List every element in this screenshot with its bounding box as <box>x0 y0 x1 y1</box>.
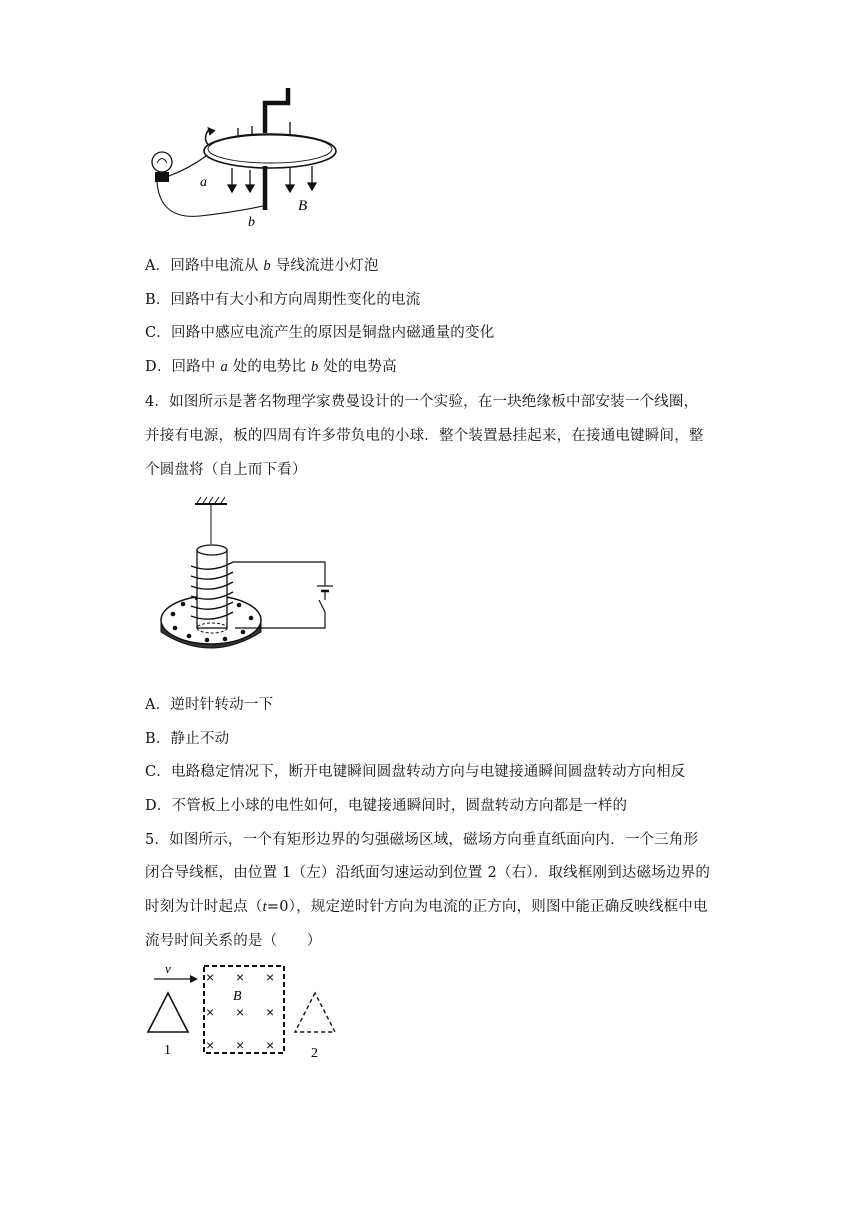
svg-text:×: × <box>236 969 245 985</box>
label-b: b <box>248 215 255 230</box>
q4-option-b: B．静止不动 <box>145 731 230 747</box>
svg-text:×: × <box>266 969 275 985</box>
q4-stem-line-2: 并接有电源，板的四周有许多带负电的小球．整个装置悬挂起来，在接通电键瞬间，整 <box>145 428 704 444</box>
triangle-field-figure <box>140 960 365 1060</box>
label-a: a <box>200 175 207 190</box>
q4-option-c: C．电路稳定情况下，断开电键瞬间圆盘转动方向与电键接通瞬间圆盘转动方向相反 <box>145 764 686 780</box>
feynman-disc-figure <box>155 492 340 672</box>
q5-stem-line-1: 5．如图所示，一个有矩形边界的匀强磁场区域，磁场方向垂直纸面向内．一个三角形 <box>145 832 699 848</box>
q5-stem-line-3: 时刻为计时起点（t=0），规定逆时针方向为电流的正方向，则图中能正确反映线框中电 <box>145 899 708 915</box>
faraday-disc-figure <box>140 88 355 238</box>
svg-text:×: × <box>206 1037 215 1053</box>
svg-text:×: × <box>266 1037 275 1053</box>
q5-stem-line-4: 流号时间关系的是（ ） <box>145 933 322 949</box>
svg-text:×: × <box>206 969 215 985</box>
q3-option-c: C．回路中感应电流产生的原因是铜盘内磁通量的变化 <box>145 325 495 341</box>
q4-option-a: A．逆时针转动一下 <box>145 697 274 713</box>
label-position-1: 1 <box>164 1043 171 1058</box>
svg-text:×: × <box>236 1004 245 1020</box>
label-B-field: B <box>298 198 308 214</box>
label-v: v <box>165 961 171 976</box>
label-B-field-2: B <box>233 989 242 1004</box>
q4-option-d: D．不管板上小球的电性如何，电键接通瞬间时，圆盘转动方向都是一样的 <box>145 798 628 814</box>
svg-text:×: × <box>236 1037 245 1053</box>
label-position-2: 2 <box>311 1046 318 1060</box>
q3-option-a: A．回路中电流从 b 导线流进小灯泡 <box>145 258 379 274</box>
svg-text:×: × <box>266 1004 275 1020</box>
q4-stem-line-1: 4．如图所示是著名物理学家费曼设计的一个实验，在一块绝缘板中部安装一个线圈， <box>145 394 699 410</box>
q3-option-b: B．回路中有大小和方向周期性变化的电流 <box>145 292 421 308</box>
q4-stem-line-3: 个圆盘将（自上而下看） <box>145 462 307 478</box>
q5-stem-line-2: 闭合导线框，由位置 1（左）沿纸面匀速运动到位置 2（右）．取线框刚到达磁场边界的 <box>145 865 711 881</box>
q3-option-d: D．回路中 a 处的电势比 b 处的电势高 <box>145 359 397 375</box>
svg-text:×: × <box>206 1004 215 1020</box>
